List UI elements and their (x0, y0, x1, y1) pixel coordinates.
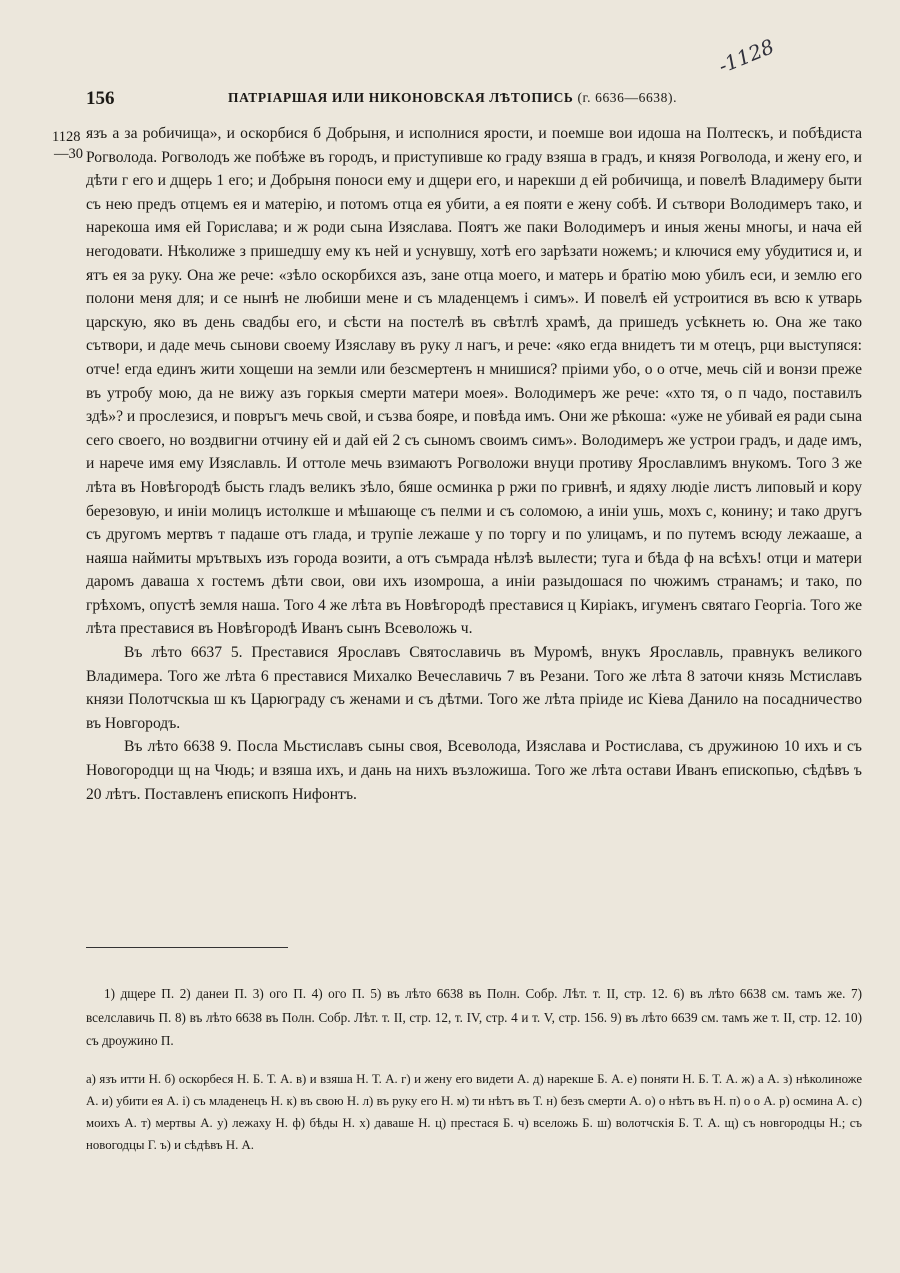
numeric-footnotes (86, 982, 862, 1053)
margin-dash-number: —30 (54, 146, 83, 162)
paragraph-6637: Въ лѣто 6637 5. Преставися Ярославъ Святославичь въ Муромѣ, внукъ Ярославль, правнукъ великого Владимера. Того же лѣта 6 преставися Михалко Вечеславичь 7 въ Резани. Того же лѣта 8 заточи князь Мстиславъ князи Полотчскыа ш къ Царюграду съ женами и съ дѣтми. Того же лѣта пріиде ис Кіева Данило на посадничество въ Новгородъ. (86, 644, 862, 732)
numeric-footnotes-text: 1) дщере П. 2) данеи П. 3) ого П. 4) ого П. 5) въ лѣто 6638 въ Полн. Собр. Лѣт. т. II, стр. 12. 6) въ лѣто 6638 см. тамъ же. 7) вселславичь П. 8) въ лѣто 6638 въ Полн. Собр. Лѣт. т. II, стр. 12, т. IV, стр. 4 и т. V, стр. 156. 9) въ лѣто 6639 см. тамъ же т. II, стр. 12. 10) съ дроужино П. (86, 986, 862, 1049)
running-title-years: (г. 6636—6638). (577, 90, 678, 105)
paragraph-1: язъ а за робичища», и оскорбися б Добрыня, и исполнися ярости, и поемше вои идоша на Полтескъ, и побѣдиста Рогволода. Рогволодъ же побѣже въ городъ, и приступивше ко граду взяша в градъ, и князя Рогволода, и жену его, и дѣти г его и дщерь 1 его; и Добрыня поноси ему и дщери его, и нарекши д ей робичища, и повелѣ Владимеру быти съ нею предъ отцемъ ея и матерію, и потомъ отца ея убити, а ея пояти е жену собѣ. И сътвори Володимеръ тако, и нарекоша имя ей Горислава; и ж роди сына Изяслава. Поятъ же паки Володимеръ и иныя жены многы, и нача ей негодовати. Нѣколиже з пришедшу ему къ ней и уснувшу, хотѣ его зарѣзати ножемъ; и ключися ему убудитися и, и ятъ ея за руку. Она же рече: «зѣло оскорбихся азъ, зане отца моего, и матерь и братію мою убилъ еси, и землю его полони меня для; и се нынѣ не любиши мене и съ младенцемъ і симъ». И повелѣ ей устроитися въ всю к утварь царскую, яко въ день свадбы его, и сѣсти на постелѣ въ свѣтлѣ храмѣ, да пришедъ усѣкнеть ю. Она же тако сътвори, и даде мечь сынови своему Изяславу въ руку л нагъ, и рече: «яко егда внидетъ ти м отецъ, рци выступяся: отче! егда единъ жити хощеши на земли или безсмертенъ н мнишися? пріими убо, о о отче, мечь сій и вонзи преже въ утробу мою, да не вижу азъ горкыя смерти матери моея». Володимеръ же рече: «хто тя, о п чадо, поставилъ здѣ»? и прослезися, и повръгъ мечь свой, и съзва бояре, и повѣда имъ. Они же рѣкоша: «уже не убивай ея ради сына сего своего, но воздвигни отчину ей и дай ей 2 съ сыномъ своимъ симъ». Володимеръ же устрои градъ, и даде имъ, и нарече имя ему Изяславль. И оттоле мечь взимаютъ Рогволожи внуци противу Ярославлимъ внукомъ. Того 3 же лѣта въ Новѣгородѣ бысть гладъ великъ зѣло, бяше осминка р ржи по гривнѣ, и ядяху людіе листъ липовый и кору березовую, и иніи молицъ истолкше и мѣшающе съ пелми и съ соломою, а иніи ушь, мохъ с, конину; и тако другъ съ другомъ мертвъ т падаше отъ глада, и трупіе лежаше у по торгу и по улицамъ, и по путемъ всюду лежааше, а наяша наймиты мрътвыхъ изъ города возити, а отъ съмрада нѣлзѣ вылести; туга и бѣда ф на всѣхъ! отци и матери даромъ даваша х гостемъ дѣти свои, ови ихъ изомроша, а иніи разыдошася по чюжимъ странамъ; и тако, по грѣхомъ, опустѣ земля наша. Того 4 же лѣта въ Новѣгородѣ преставися ц Киріакъ, игуменъ святаго Георгіа. Того же лѣта преставися въ Новѣгородѣ Иванъ сынъ Всеволожь ч. (86, 125, 862, 638)
footnote-divider (86, 947, 288, 948)
running-title-text: ПАТРІАРШАЯ ИЛИ НИКОНОВСКАЯ ЛѢТОПИСЬ (228, 90, 574, 105)
chronicle-text (86, 122, 862, 806)
page-number: 156 (86, 88, 115, 109)
variant-readings-text: а) язъ итти Н. б) оскорбеся Н. Б. Т. А. в) и взяша Н. Т. А. г) и жену его видети А. д) нарекше Б. А. е) поняти Н. Б. Т. А. ж) а А. з) нѣколиноже А. и) убити ея А. і) съ младенецъ Н. к) въ свою Н. л) въ руку его Н. м) ти нѣтъ въ Т. н) безъ смерти А. о) о нѣтъ въ Н. п) о о А. р) осмина А. с) моихъ А. т) мертвы А. у) лежаху Н. ф) бѣды Н. х) даваше Н. ц) престася Б. ч) вселожь Б. ш) волотчскія Б. Т. А. щ) съ новгородцы Н.; съ новогодцы Г. ъ) и сѣдѣвъ Н. А. (86, 1072, 862, 1152)
variant-readings (86, 1068, 862, 1156)
handwritten-year-note: -1128 (715, 34, 778, 78)
paragraph-6638: Въ лѣто 6638 9. Посла Мьстиславъ сыны своя, Всеволода, Изяслава и Ростислава, съ дружиною 10 ихъ и съ Новогородци щ на Чюдь; и взяша ихъ, и дань на нихъ възложиша. Того же лѣта остави Иванъ епископью, сѣдѣвъ ъ 20 лѣтъ. Поставленъ епископъ Нифонтъ. (86, 738, 862, 803)
running-title (228, 90, 748, 106)
margin-year: 1128 (52, 129, 81, 145)
